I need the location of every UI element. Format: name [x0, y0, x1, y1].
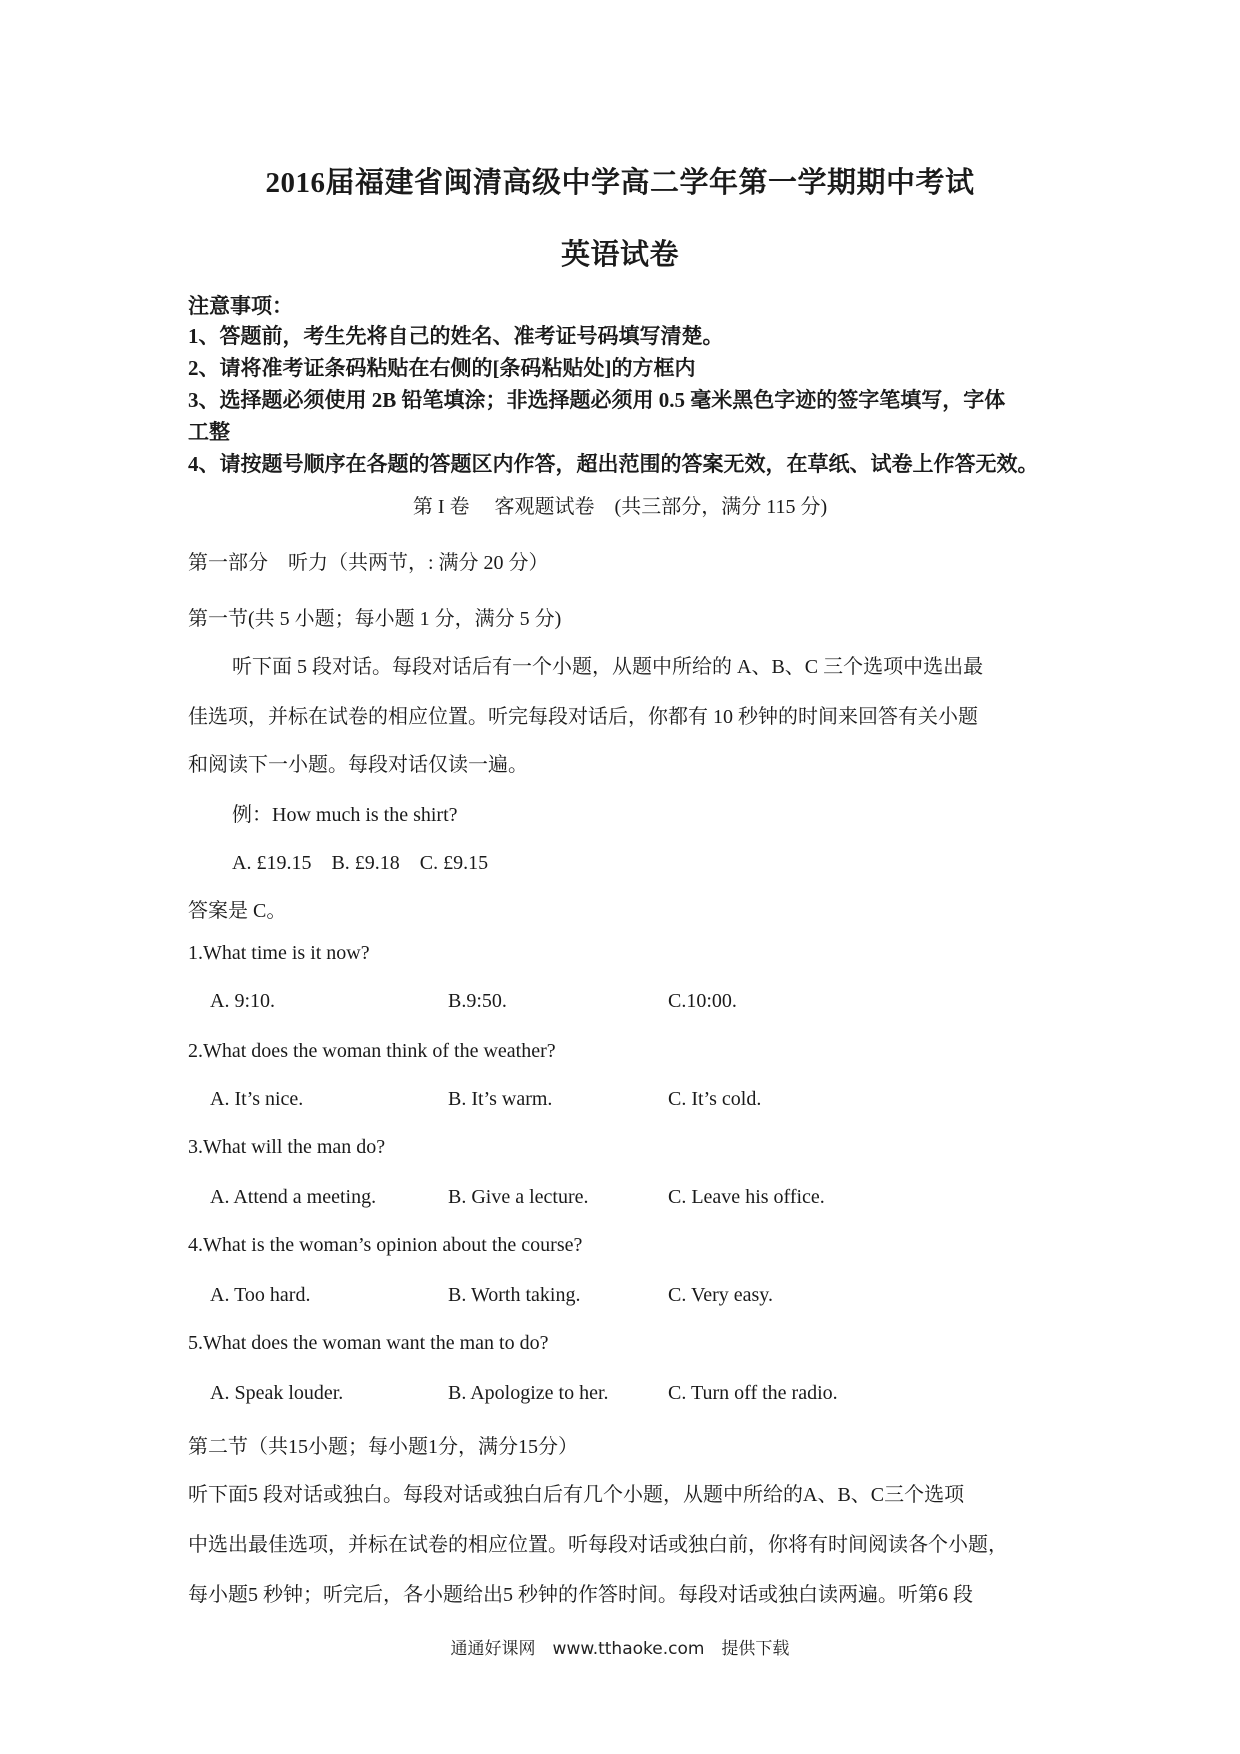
question-4-option-c: C. Very easy. — [668, 1284, 773, 1306]
example-answer: 答案是 C。 — [188, 900, 287, 922]
notice-item-1: 1、答题前，考生先将自己的姓名、准考证号码填写清楚。 — [188, 324, 724, 348]
question-4-option-b: B. Worth taking. — [448, 1284, 581, 1306]
question-5-option-b: B. Apologize to her. — [448, 1382, 609, 1404]
question-3-option-a: A. Attend a meeting. — [210, 1186, 377, 1208]
question-2-option-c: C. It’s cold. — [668, 1088, 762, 1110]
section1-instruction-3: 和阅读下一小题。每段对话仅读一遍。 — [188, 754, 528, 776]
question-1-option-b: B.9:50. — [448, 990, 507, 1012]
question-2-option-b: B. It’s warm. — [448, 1088, 553, 1110]
notice-item-2: 2、请将准考证条码粘贴在右侧的[条码粘贴处]的方框内 — [188, 356, 696, 380]
footer-watermark: 通通好课网 www.tthaoke.com 提供下载 — [450, 1639, 790, 1659]
section1-instruction-1: 听下面 5 段对话。每段对话后有一个小题，从题中所给的 A、B、C 三个选项中选出最 — [232, 656, 984, 678]
section2-title: 第二节（共15小题；每小题1分，满分15分） — [188, 1436, 578, 1458]
exam-subtitle: 英语试卷 — [560, 239, 679, 271]
notice-item-4: 4、请按题号顺序在各题的答题区内作答，超出范围的答案无效，在草纸、试卷上作答无效。 — [188, 452, 1039, 476]
section2-instruction-3: 每小题5 秒钟；听完后，各小题给出5 秒钟的作答时间。每段对话或独白读两遍。听第6 段 — [188, 1584, 973, 1606]
volume-title: 第 I 卷 客观题试卷 (共三部分，满分 115 分) — [412, 496, 828, 518]
question-3-option-c: C. Leave his office. — [668, 1186, 825, 1208]
question-5-option-a: A. Speak louder. — [210, 1382, 344, 1404]
example-question: 例：How much is the shirt? — [232, 804, 458, 826]
question-3: 3.What will the man do? — [188, 1136, 386, 1158]
notice-heading: 注意事项： — [188, 294, 293, 318]
section1-instruction-2: 佳选项，并标在试卷的相应位置。听完每段对话后，你都有 10 秒钟的时间来回答有关小题 — [188, 706, 978, 728]
question-2: 2.What does the woman think of the weather? — [188, 1040, 556, 1062]
question-3-option-b: B. Give a lecture. — [448, 1186, 589, 1208]
question-4: 4.What is the woman’s opinion about the course? — [188, 1234, 583, 1256]
notice-item-3-cont: 工整 — [188, 420, 230, 444]
section2-instruction-1: 听下面5 段对话或独白。每段对话或独白后有几个小题，从题中所给的A、B、C三个选项 — [188, 1484, 965, 1506]
question-4-option-a: A. Too hard. — [210, 1284, 311, 1306]
section2-instruction-2: 中选出最佳选项，并标在试卷的相应位置。听每段对话或独白前，你将有时间阅读各个小题， — [188, 1534, 1008, 1556]
section1-title: 第一节(共 5 小题；每小题 1 分，满分 5 分) — [188, 608, 562, 630]
part1-title: 第一部分 听力（共两节，: 满分 20 分） — [188, 552, 549, 574]
question-2-option-a: A. It’s nice. — [210, 1088, 304, 1110]
question-5: 5.What does the woman want the man to do? — [188, 1332, 549, 1354]
question-1-option-c: C.10:00. — [668, 990, 737, 1012]
exam-title: 2016届福建省闽清高级中学高二学年第一学期期中考试 — [265, 167, 975, 199]
question-1-option-a: A. 9:10. — [210, 990, 275, 1012]
question-1: 1.What time is it now? — [188, 942, 370, 964]
example-options: A. £19.15 B. £9.18 C. £9.15 — [232, 852, 489, 874]
question-5-option-c: C. Turn off the radio. — [668, 1382, 838, 1404]
notice-item-3: 3、选择题必须使用 2B 铅笔填涂；非选择题必须用 0.5 毫米黑色字迹的签字笔填写，字体 — [188, 388, 1006, 412]
